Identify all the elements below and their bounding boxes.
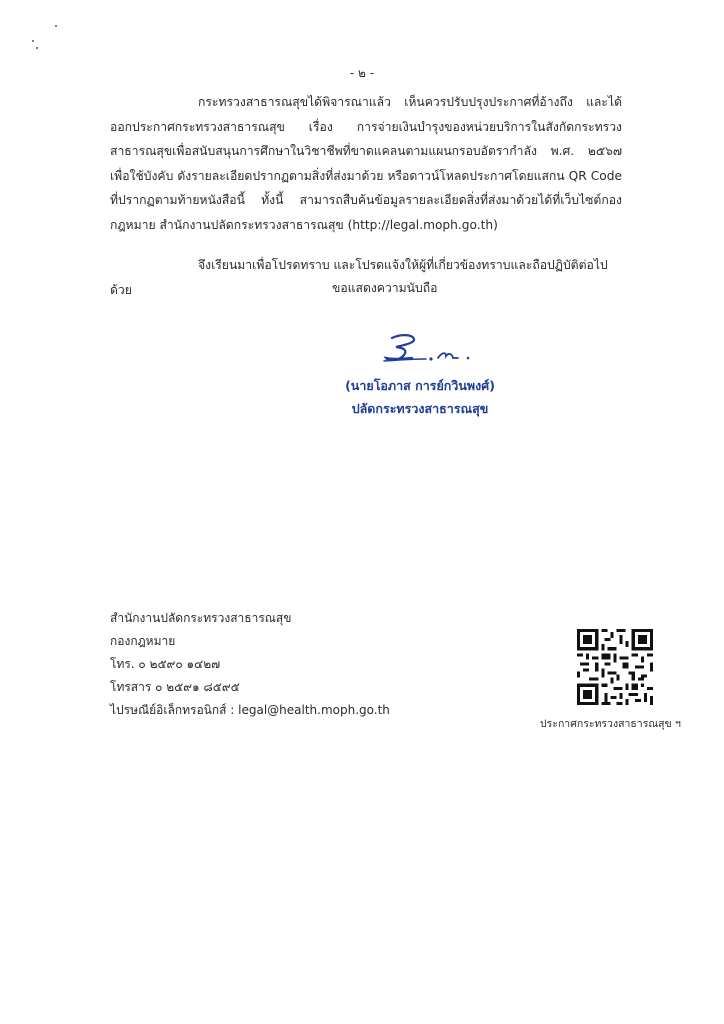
qr-caption: ประกาศกระทรวงสาธารณสุข ฯ xyxy=(540,718,681,730)
footer-office: สำนักงานปลัดกระทรวงสาธารณสุข xyxy=(110,611,292,625)
footer-fax: โทรสาร ๐ ๒๕๙๑ ๘๕๙๕ xyxy=(110,680,240,694)
footer-email: ไปรษณีย์อิเล็กทรอนิกส์ : legal@health.moph.go.th xyxy=(110,703,390,717)
scan-speck xyxy=(32,40,34,42)
signer-title: ปลัดกระทรวงสาธารณสุข xyxy=(351,401,489,416)
signer-name: (นายโอภาส การย์กวินพงศ์) xyxy=(345,378,495,393)
qr-code-icon[interactable] xyxy=(577,629,653,705)
page-number: - ๒ - xyxy=(349,66,375,80)
footer-phone: โทร. ๐ ๒๕๙๐ ๑๔๒๗ xyxy=(110,657,221,671)
footer-contact xyxy=(110,607,390,722)
signature-image xyxy=(378,330,478,370)
scan-speck xyxy=(36,47,38,49)
body-paragraph: กระทรวงสาธารณสุขได้พิจารณาแล้ว เห็นควรปรับปรุงประกาศที่อ้างถึง และได้ออกประกาศกระทรวงสาธารณสุข เรื่อง การจ่ายเงินบำรุงของหน่วยบริการในสังกัดกระทรวงสาธารณสุขเพื่อสนับสนุนการศึกษาในวิชาชีพที่ขาดแคลนตามแผนกรอบอัตรากำลัง พ.ศ. ๒๕๖๗ เพื่อใช้บังคับ ดังรายละเอียดปรากฏตามสิ่งที่ส่งมาด้วย หรือดาวน์โหลดประกาศโดยแสกน QR Code ที่ปรากฏตามท้ายหนังสือนี้ ทั้งนี้ สามารถสืบค้นข้อมูลรายละเอียดสิ่งที่ส่งมาด้วยได้ที่เว็บไซต์กองกฎหมาย สำนักงานปลัดกระทรวงสาธารณสุข (http://legal.moph.go.th) xyxy=(110,95,622,232)
body-paragraph-request: จึงเรียนมาเพื่อโปรดทราบ และโปรดแจ้งให้ผู้ที่เกี่ยวข้องทราบและถือปฏิบัติต่อไปด้วย xyxy=(110,258,608,297)
scan-speck xyxy=(55,25,57,27)
closing-salutation: ขอแสดงความนับถือ xyxy=(332,281,438,295)
footer-division: กองกฎหมาย xyxy=(110,634,176,648)
